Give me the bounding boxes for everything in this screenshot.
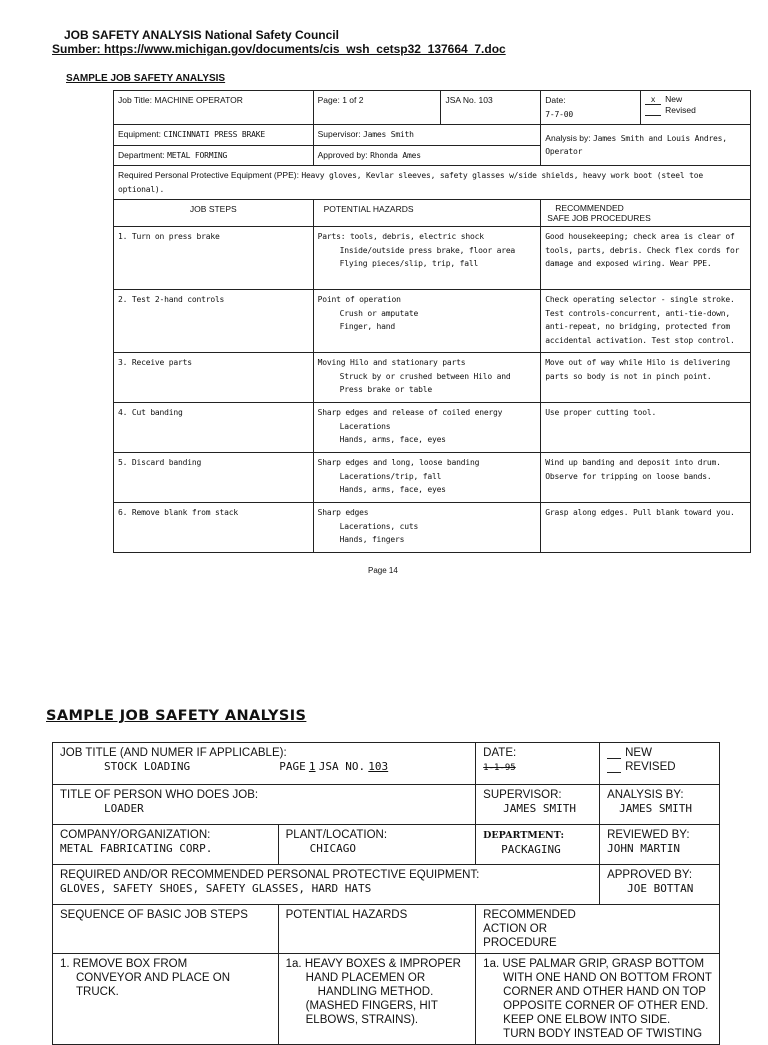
table-row-hazards: Sharp edges and long, loose banding Lacerations/trip, fall Hands, arms, face, eyes xyxy=(313,453,541,503)
analysis-by-cell: Analysis by: James Smith and Louis Andres, Operator xyxy=(541,125,751,166)
table-row-hazards: Sharp edges and release of coiled energy Lacerations Hands, arms, face, eyes xyxy=(313,403,541,453)
page-value: 1 xyxy=(308,760,316,773)
jsa-number-value: 103 xyxy=(368,760,389,773)
analysis-by-value: James Smith and Louis Andres, Operator xyxy=(545,133,727,156)
supervisor-value: JAMES SMITH xyxy=(503,802,577,815)
col-header-hazards: POTENTIAL HAZARDS xyxy=(313,200,541,227)
new-checkbox: x xyxy=(645,95,661,105)
table-row-hazards: Parts: tools, debris, electric shock Inside/outside press brake, floor area Flying pieces/slip, trip, fall xyxy=(313,227,541,290)
revised-checkbox xyxy=(645,106,661,116)
table-row-hazards: Moving Hilo and stationary parts Struck by or crushed between Hilo and Press brake or table xyxy=(313,353,541,403)
document-heading: JOB SAFETY ANALYSIS National Safety Council xyxy=(64,28,339,42)
department-cell: Department: METAL FORMING xyxy=(114,145,314,166)
table-row-hazards: 1a. HEAVY BOXES & IMPROPER HAND PLACEMEN OR HANDLING METHOD. (MASHED FINGERS, HIT ELBOWS, STRAINS). xyxy=(278,954,476,1045)
page-cell: Page: 1 of 2 xyxy=(313,91,441,125)
jsa-number-value: 103 xyxy=(478,95,493,105)
table-row-procedure: Good housekeeping; check area is clear of tools, parts, debris. Check flex cords for damage and exposed wiring. Wear PPE. xyxy=(541,227,751,290)
new-checkbox xyxy=(607,749,621,759)
table-row-procedure: Grasp along edges. Pull blank toward you. xyxy=(541,503,751,553)
table-row-step: 2. Test 2-hand controls xyxy=(114,290,314,353)
table-row-procedure: Use proper cutting tool. xyxy=(541,403,751,453)
job-title-cell: JOB TITLE (AND NUMER IF APPLICABLE): STOCK LOADING PAGE 1 JSA NO. 103 xyxy=(53,743,476,785)
ppe-value: Heavy gloves, Kevlar sleeves, safety glasses w/side shields, heavy work boot (steel toe optional). xyxy=(118,171,703,194)
jsa-number-cell: JSA No. 103 xyxy=(441,91,541,125)
new-label: New xyxy=(665,94,683,104)
date-value: 7-7-00 xyxy=(545,109,573,119)
revised-label: Revised xyxy=(665,105,696,115)
title-of-person-cell: TITLE OF PERSON WHO DOES JOB: LOADER xyxy=(53,785,476,825)
table-row-step: 4. Cut banding xyxy=(114,403,314,453)
supervisor-value: James Smith xyxy=(363,130,414,139)
table-row-procedure: Move out of way while Hilo is delivering parts so body is not in pinch point. xyxy=(541,353,751,403)
table-row-step: 3. Receive parts xyxy=(114,353,314,403)
ppe-cell: Required Personal Protective Equipment (PPE): Heavy gloves, Kevlar sleeves, safety glasses w/side shields, heavy work boot (steel toe optional). xyxy=(114,166,751,200)
date-cell: DATE: 1-1-95 xyxy=(476,743,600,785)
company-cell: COMPANY/ORGANIZATION: METAL FABRICATING CORP. xyxy=(53,825,279,865)
form1-section-title: SAMPLE JOB SAFETY ANALYSIS xyxy=(66,73,226,84)
supervisor-cell: SUPERVISOR: JAMES SMITH xyxy=(476,785,600,825)
job-title-value: STOCK LOADING xyxy=(104,760,191,773)
table-row-step: 1. Turn on press brake xyxy=(114,227,314,290)
col-header-job-steps: SEQUENCE OF BASIC JOB STEPS xyxy=(53,905,279,954)
job-title-value: MACHINE OPERATOR xyxy=(154,95,243,105)
analysis-by-cell: ANALYSIS BY: JAMES SMITH xyxy=(600,785,720,825)
source-link[interactable]: Sumber: https://www.michigan.gov/documents/cis_wsh_cetsp32_137664_7.doc xyxy=(52,42,506,56)
table-row-action: 1a. USE PALMAR GRIP, GRASP BOTTOM WITH ONE HAND ON BOTTOM FRONT CORNER AND OTHER HAND ON TOP OPPOSITE CORNER OF OTHER END. KEEP ONE ELBOW INTO SIDE. TURN BODY INSTEAD OF TWISTING xyxy=(476,954,720,1045)
form2-section-title: SAMPLE JOB SAFETY ANALYSIS xyxy=(46,708,307,724)
col-header-job-steps: JOB STEPS xyxy=(114,200,314,227)
table-row-step: 1. REMOVE BOX FROM CONVEYOR AND PLACE ON TRUCK. xyxy=(53,954,279,1045)
company-value: METAL FABRICATING CORP. xyxy=(60,842,213,855)
reviewed-by-cell: REVIEWED BY: JOHN MARTIN xyxy=(600,825,720,865)
table-row-step: 6. Remove blank from stack xyxy=(114,503,314,553)
supervisor-cell: Supervisor: James Smith xyxy=(313,125,541,146)
department-value: METAL FORMING xyxy=(167,150,228,160)
approved-by-cell: Approved by: Rhonda Ames xyxy=(313,145,541,166)
equipment-value: CINCINNATI PRESS BRAKE xyxy=(163,130,265,139)
col-header-hazards: POTENTIAL HAZARDS xyxy=(278,905,476,954)
title-of-person-value: LOADER xyxy=(104,802,144,815)
plant-cell: PLANT/LOCATION: CHICAGO xyxy=(278,825,476,865)
table-row-hazards: Sharp edges Lacerations, cuts Hands, fingers xyxy=(313,503,541,553)
table-row-step: 5. Discard banding xyxy=(114,453,314,503)
department-cell: DEPARTMENT: PACKAGING xyxy=(476,825,600,865)
reviewed-by-value: JOHN MARTIN xyxy=(607,842,680,855)
page-number: Page 14 xyxy=(368,566,398,575)
page-value: 1 of 2 xyxy=(342,95,364,105)
approved-by-value: JOE BOTTAN xyxy=(627,882,694,895)
table-row-procedure: Check operating selector - single stroke. Test controls-concurrent, anti-tie-down, anti-repeat, no bridging, protected from accidental activation. Test stop control. xyxy=(541,290,751,353)
new-revised-cell xyxy=(641,91,751,125)
analysis-by-value: JAMES SMITH xyxy=(619,802,692,815)
ppe-value: GLOVES, SAFETY SHOES, SAFETY GLASSES, HARD HATS xyxy=(60,882,372,895)
department-value: PACKAGING xyxy=(501,843,561,856)
job-title-cell: Job Title: MACHINE OPERATOR xyxy=(114,91,314,125)
approved-by-value: Rhonda Ames xyxy=(370,150,421,160)
date-value: 1-1-95 xyxy=(483,763,516,773)
equipment-cell: Equipment: CINCINNATI PRESS BRAKE xyxy=(114,125,314,146)
new-revised-cell: NEW REVISED xyxy=(600,743,720,785)
col-header-procedures: RECOMMENDED SAFE JOB PROCEDURES xyxy=(541,200,751,227)
approved-by-cell: APPROVED BY: JOE BOTTAN xyxy=(600,865,720,905)
job-safety-analysis-form-2 xyxy=(52,742,720,1045)
revised-checkbox xyxy=(607,763,621,773)
col-header-action: RECOMMENDED ACTION OR PROCEDURE xyxy=(476,905,720,954)
date-cell: Date: 7-7-00 xyxy=(541,91,641,125)
ppe-cell: REQUIRED AND/OR RECOMMENDED PERSONAL PROTECTIVE EQUIPMENT: GLOVES, SAFETY SHOES, SAFETY GLASSES, HARD HATS xyxy=(53,865,600,905)
table-row-hazards: Point of operation Crush or amputate Finger, hand xyxy=(313,290,541,353)
table-row-procedure: Wind up banding and deposit into drum. Observe for tripping on loose bands. xyxy=(541,453,751,503)
job-safety-analysis-form-1 xyxy=(113,90,751,553)
plant-value: CHICAGO xyxy=(309,842,356,855)
